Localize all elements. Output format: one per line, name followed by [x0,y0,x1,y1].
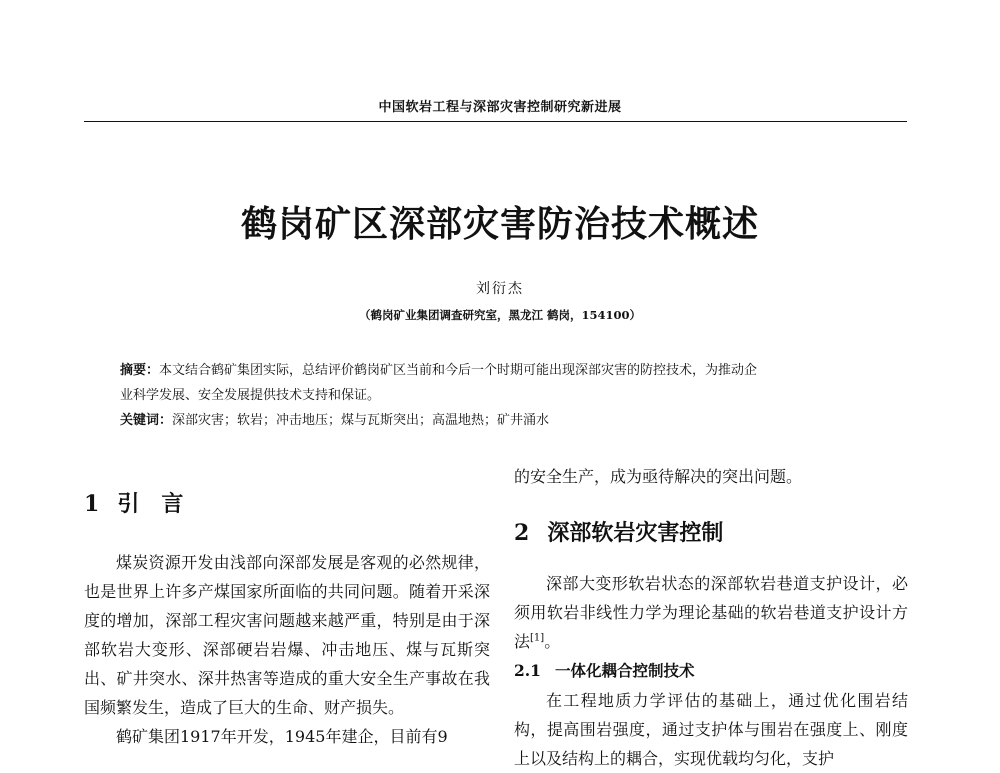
subsection-2-1-paragraph: 在工程地质力学评估的基础上，通过优化围岩结构，提高围岩强度，通过支护体与围岩在强度上、刚度上以及结构上的耦合，实现优载均匀化，支护 [514,691,908,768]
subsection-2-1-title: 一体化耦合控制技术 [554,662,695,680]
left-column [84,484,490,751]
header-rule [84,121,907,122]
section-1-title: 引 言 [117,492,184,517]
abstract-block [120,358,890,433]
abstract-line-1 [120,358,890,383]
section-2-heading [514,513,908,553]
citation-ref-1: [1] [530,632,545,644]
section-2-number: 2 [514,520,530,546]
subsection-2-1-heading [514,656,908,686]
abstract-line-2 [120,383,890,408]
right-column [514,462,908,773]
section-2-paragraph-1-text: 深部大变形软岩状态的深部软岩巷道支护设计，必须用软岩非线性力学为理论基础的软岩巷道支护设计方法 [514,574,908,651]
paper-title: 鹤岗矿区深部灾害防治技术概述 [240,204,759,245]
section-2-paragraph-1-end: 。 [544,632,561,651]
keywords-line [120,408,890,433]
section-1-paragraph-1: 煤炭资源开发由浅部向深部发展是客观的必然规律，也是世界上许多产煤国家所面临的共同问题。随着开采深度的增加，深部工程灾害问题越来越严重，特别是由于深部软岩大变形、深部硬岩岩爆、冲击地压、煤与瓦斯突出、矿井突水、深井热害等造成的重大安全生产事故在我国频繁发生，造成了巨大的生命、财产损失。 [84,553,490,717]
affiliation: （鹤岗矿业集团调查研究室，黑龙江 鹤岗，154100） [358,308,641,322]
author: 刘衍杰 [476,281,524,297]
abstract-text-1: 本文结合鹤矿集团实际，总结评价鹤岗矿区当前和今后一个时期可能出现深部灾害的防控技术，为推动企 [159,363,758,378]
section-2-title: 深部软岩灾害控制 [547,521,724,546]
keywords-label: 关键词： [120,413,173,428]
keywords-text: 深部灾害；软岩；冲击地压；煤与瓦斯突出；高温地热；矿井涌水 [172,413,550,428]
running-header: 中国软岩工程与深部灾害控制研究新进展 [378,100,622,115]
abstract-label: 摘要： [120,363,160,378]
subsection-2-1-number: 2.1 [514,661,541,680]
continuation-text: 的安全生产，成为亟待解决的突出问题。 [514,467,803,486]
abstract-text-2: 业科学发展、安全发展提供技术支持和保证。 [120,388,381,403]
section-1-paragraph-2: 鹤矿集团1917年开发，1945年建企，目前有9 [116,727,448,746]
section-1-number: 1 [84,491,100,517]
section-2-paragraph-1 [514,569,908,656]
section-1-heading [84,484,490,528]
